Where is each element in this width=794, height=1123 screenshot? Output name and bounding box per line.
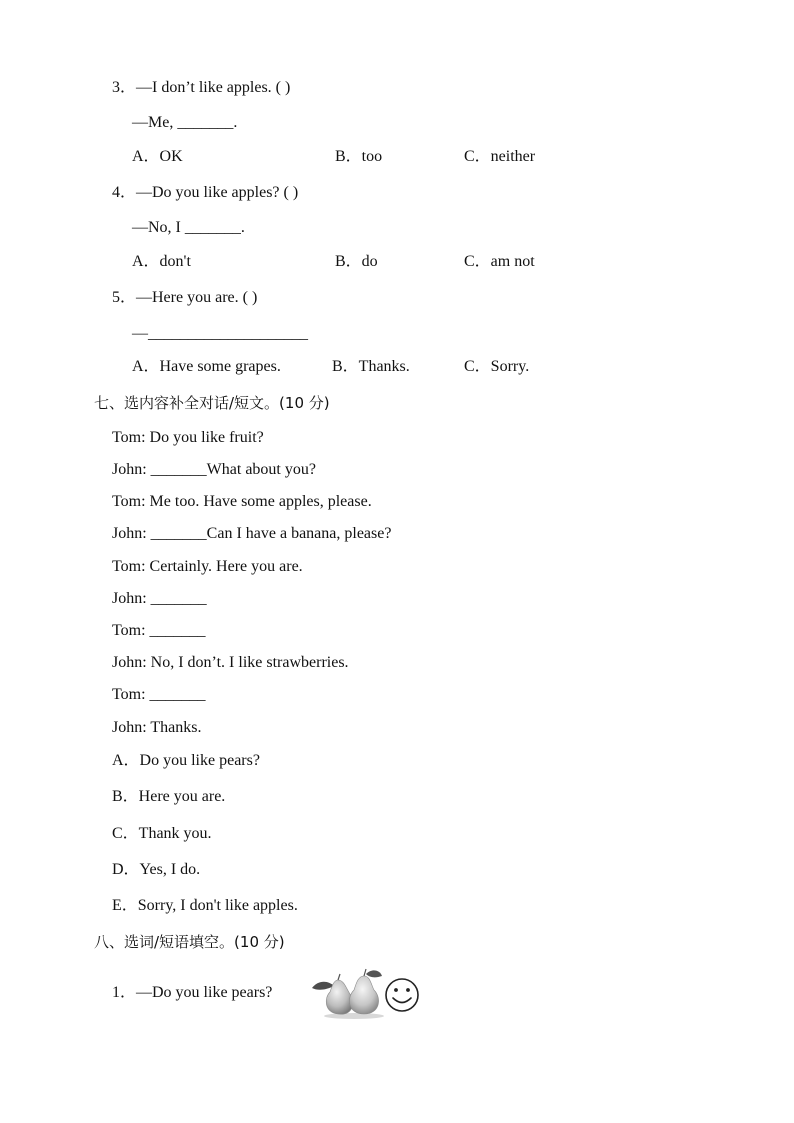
choice-e: E．Sorry, I don't like apples.	[112, 897, 298, 914]
question-4-prompt: —No, I _______.	[132, 219, 245, 236]
question-3-prompt: —Me, _______.	[132, 114, 238, 131]
choice-b: B．Here you are.	[112, 788, 226, 805]
dialogue-line: John: Thanks.	[112, 719, 202, 736]
section-8-heading: 八、选词/短语填空。(10 分)	[94, 933, 285, 951]
dialogue-line: John: No, I don’t. I like strawberries.	[112, 654, 349, 671]
section-7-heading: 七、选内容补全对话/短文。(10 分)	[94, 394, 330, 412]
question-4-option-b: B．do	[335, 253, 378, 270]
smiley-face-icon	[386, 979, 418, 1011]
dialogue-line: John: _______What about you?	[112, 461, 316, 478]
question-4-option-a: A．don't	[132, 253, 191, 270]
choice-a: A．Do you like pears?	[112, 752, 260, 769]
choice-c: C．Thank you.	[112, 825, 212, 842]
pears-illustration	[308, 966, 426, 1020]
question-3-option-a: A．OK	[132, 148, 183, 165]
section-8-question-1: 1．—Do you like pears?	[112, 984, 273, 1001]
dialogue-line: Tom: Do you like fruit?	[112, 429, 264, 446]
dialogue-line: Tom: _______	[112, 686, 206, 703]
question-5-stem: 5．—Here you are. ( )	[112, 289, 258, 306]
question-5-option-a: A．Have some grapes.	[132, 358, 281, 375]
question-3-stem: 3．—I don’t like apples. ( )	[112, 79, 291, 96]
dialogue-line: John: _______Can I have a banana, please?	[112, 525, 392, 542]
question-4-option-c: C．am not	[464, 253, 535, 270]
pears-picture	[312, 969, 384, 1019]
question-3-option-c: C．neither	[464, 148, 536, 165]
dialogue-line: Tom: _______	[112, 622, 206, 639]
dialogue-line: John: _______	[112, 590, 207, 607]
question-3-option-b: B．too	[335, 148, 383, 165]
dialogue-line: Tom: Me too. Have some apples, please.	[112, 493, 372, 510]
question-5-option-c: C．Sorry.	[464, 358, 530, 375]
dialogue-line: Tom: Certainly. Here you are.	[112, 558, 303, 575]
choice-d: D．Yes, I do.	[112, 861, 201, 878]
question-5-option-b: B．Thanks.	[332, 358, 410, 375]
question-4-stem: 4．—Do you like apples? ( )	[112, 184, 299, 201]
question-5-prompt: —____________________	[132, 325, 308, 342]
